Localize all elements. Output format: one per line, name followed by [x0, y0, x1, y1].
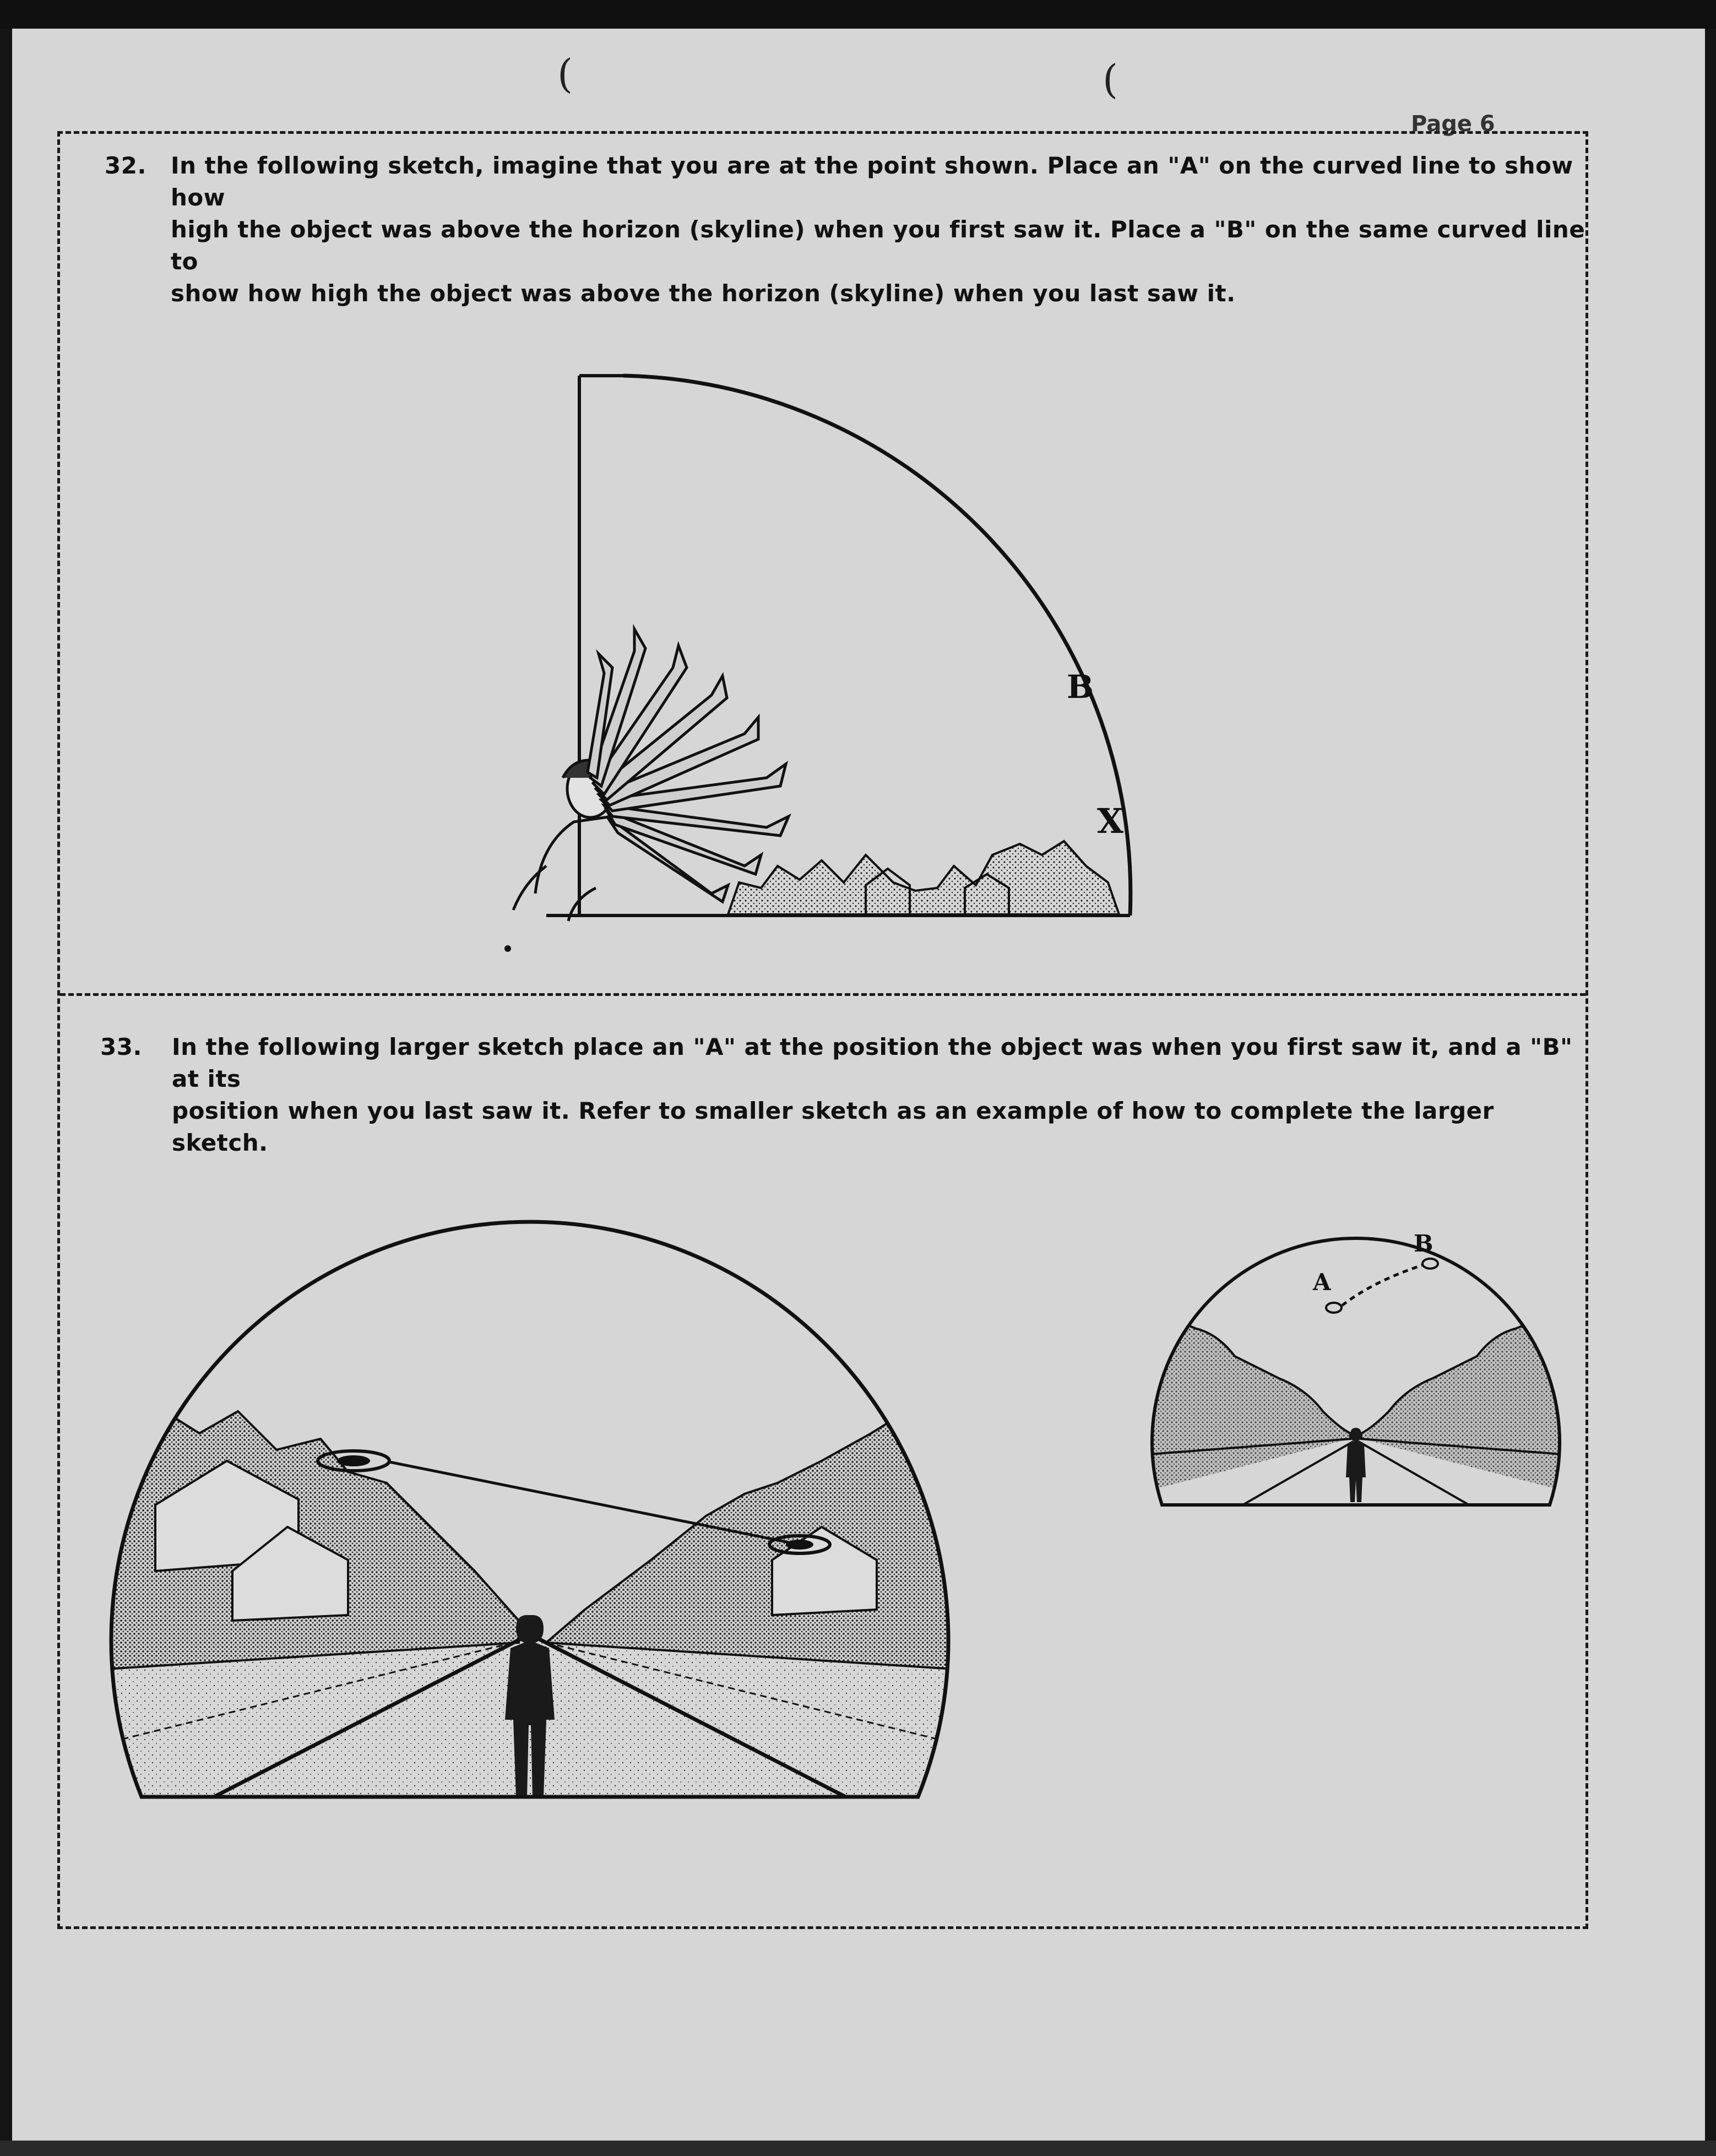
elevation-arc [623, 376, 1131, 916]
large-street-sketch [89, 1174, 970, 1830]
document-page [12, 29, 1705, 2145]
margin-mark-right: ( [1103, 56, 1118, 102]
question-text [172, 1031, 1598, 1159]
question-line: In the following larger sketch place an "A" at the position the object was when you first saw it, and a "B" at its [172, 1033, 1573, 1092]
section-divider [60, 993, 1585, 996]
question-line: show how high the object was above the horizon (skyline) when you last saw it. [171, 280, 1236, 307]
example-label-b: B [1414, 1230, 1433, 1257]
page-number: Page 6 [1411, 111, 1495, 137]
question-33 [100, 1031, 1598, 1156]
example-label-a: A [1313, 1269, 1331, 1296]
elevation-sketch [480, 337, 1169, 971]
question-text [171, 150, 1592, 310]
question-line: high the object was above the horizon (skyline) when you first saw it. Place a "B" on the same curved line to [171, 216, 1585, 275]
handwritten-b-mark: B [1067, 668, 1094, 706]
question-32 [105, 150, 1592, 307]
question-line: In the following sketch, imagine that you are at the point shown. Place an "A" on the curved line to show how [171, 152, 1573, 211]
question-number: 33. [100, 1033, 142, 1060]
skyline-houses [728, 841, 1119, 914]
pointing-arms [588, 629, 789, 902]
margin-mark-left: ( [557, 51, 573, 97]
handwritten-x-mark: X [1097, 801, 1124, 841]
scan-top-edge [0, 0, 1716, 29]
scan-bottom-edge [0, 2141, 1716, 2156]
question-number: 32. [105, 152, 146, 179]
example-street-sketch [1136, 1196, 1576, 1538]
question-line: position when you last saw it. Refer to smaller sketch as an example of how to complete the larger sketch. [172, 1097, 1494, 1156]
